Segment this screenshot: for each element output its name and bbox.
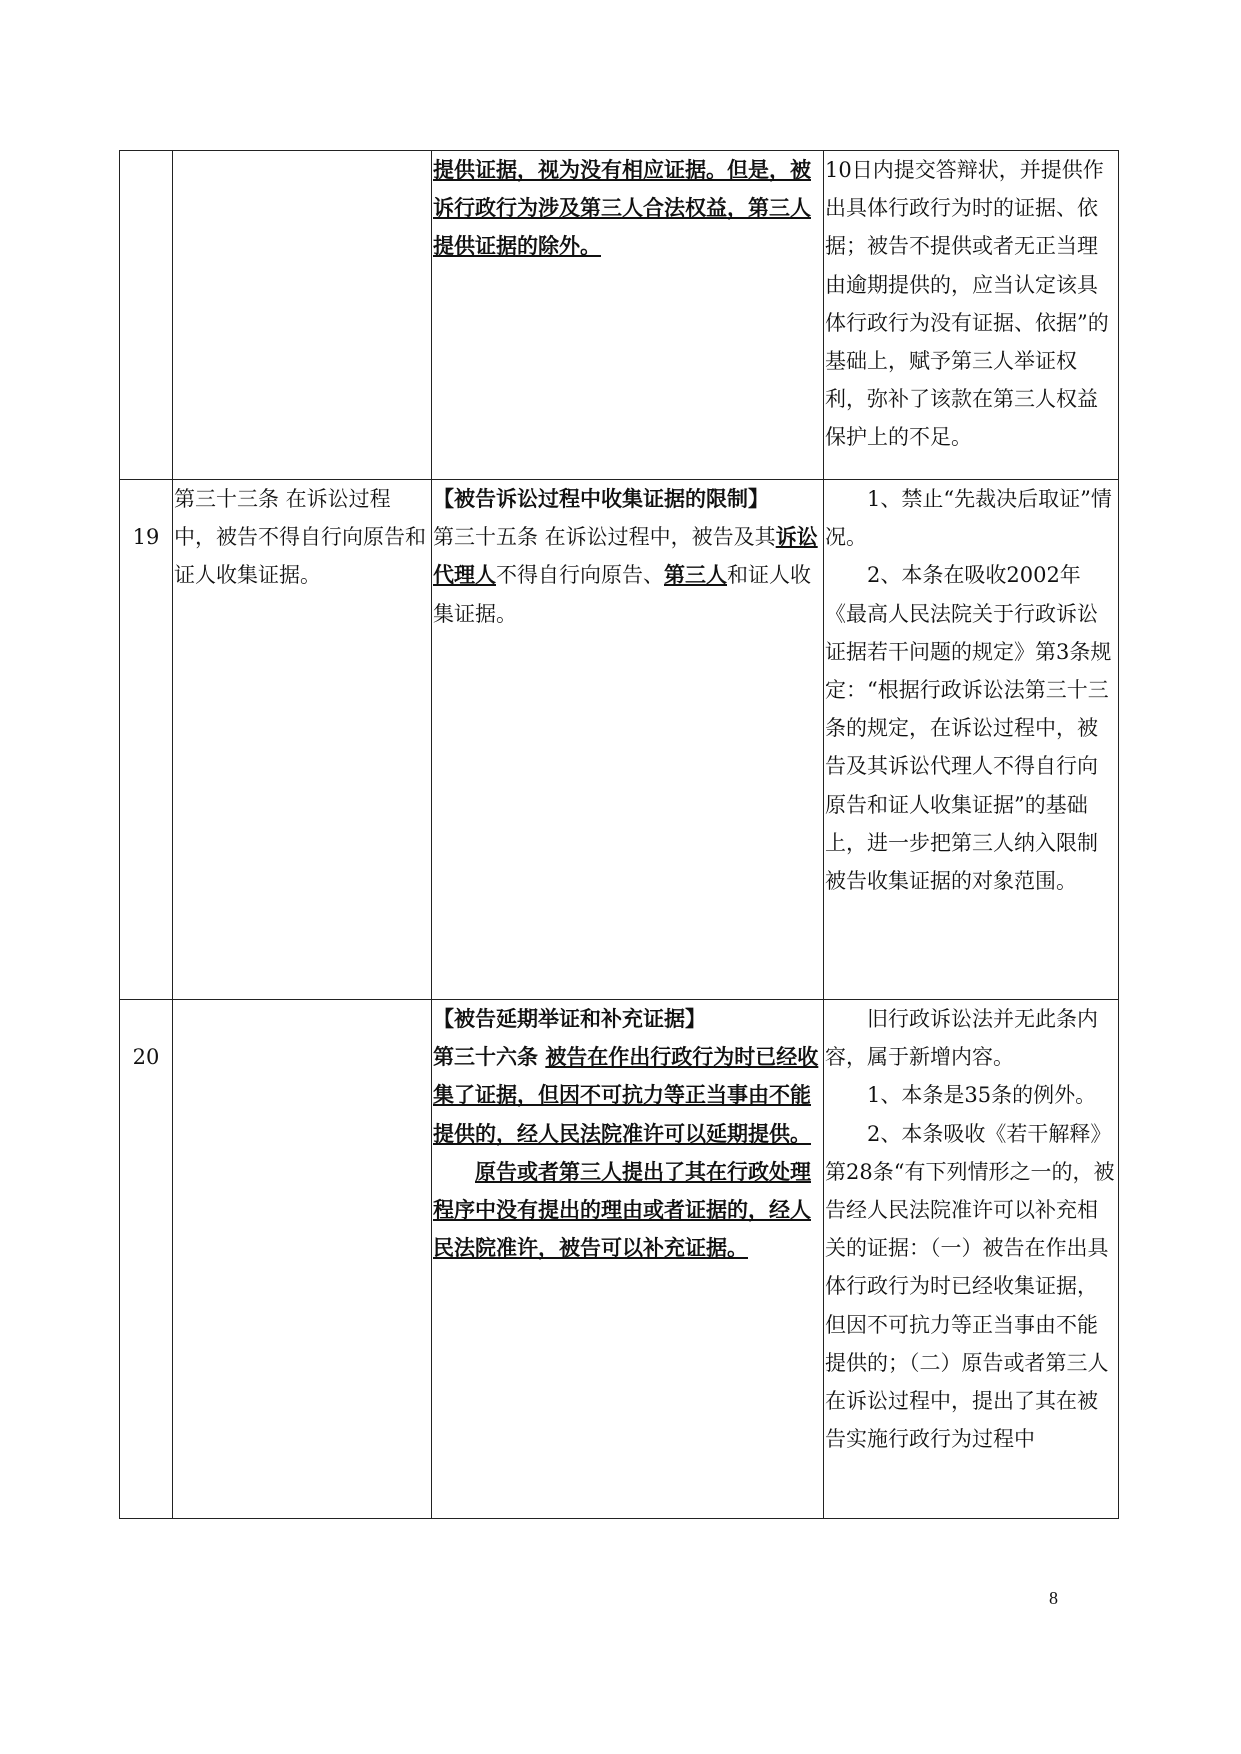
new-law-text: 第三十五条 在诉讼过程中，被告及其诉讼代理人不得自行向原告、第三人和证人收集证据。 [433, 524, 818, 626]
note-cell [824, 480, 1119, 1000]
table-row [120, 151, 1119, 480]
new-law-cell [432, 151, 824, 480]
note-item: 2、本条吸收《若干解释》第28条“有下列情形之一的，被告经人民法院准许可以补充相关的证据：（一）被告在作出具体行政行为时已经收集证据，但因不可抗力等正当事由不能提供的；（二）原告或者第三人在诉讼过程中，提出了其在被告实施行政行为过程中 [825, 1121, 1115, 1452]
note-cell [824, 151, 1119, 480]
new-law-text: 第三十六条 被告在作出行政行为时已经收集了证据，但因不可抗力等正当事由不能提供的，经人民法院准许可以延期提供。 [433, 1044, 819, 1146]
table-row [120, 1000, 1119, 1519]
new-law-cell [432, 480, 824, 1000]
page-number: 8 [1049, 1588, 1058, 1608]
new-law-highlight: 被告在作出行政行为时已经收集了证据，但因不可抗力等正当事由不能提供的，经人民法院准许可以延期提供。 [433, 1044, 819, 1146]
row-number: 19 [132, 525, 160, 549]
old-law-cell [173, 151, 432, 480]
new-law-heading: 【被告延期举证和补充证据】 [433, 1006, 706, 1031]
row-number-cell [120, 1000, 173, 1519]
note-item: 旧行政诉讼法并无此条内容，属于新增内容。 [825, 1007, 1098, 1070]
new-law-text: 原告或者第三人提出了其在行政处理程序中没有提出的理由或者证据的，经人民法院准许，被告可以补充证据。 [433, 1158, 811, 1261]
new-law-highlight: 诉讼代理人 [433, 524, 818, 588]
note-item: 2、本条在吸收2002年《最高人民法院关于行政诉讼证据若干问题的规定》第3条规定：“根据行政诉讼法第三十三条的规定，在诉讼过程中，被告及其诉讼代理人不得自行向原告和证人收集证据”的基础上，进一步把第三人纳入限制被告收集证据的对象范围。 [825, 563, 1112, 894]
old-law-cell [173, 1000, 432, 1519]
new-law-text: 提供证据，视为没有相应证据。但是，被诉行政行为涉及第三人合法权益，第三人提供证据的除外。 [433, 157, 811, 259]
note-item: 1、禁止“先裁决后取证”情况。 [825, 487, 1112, 550]
row-number-cell [120, 151, 173, 480]
note-text: 10日内提交答辩状，并提供作出具体行政行为时的证据、依据；被告不提供或者无正当理由逾期提供的，应当认定该具体行政行为没有证据、依据”的基础上，赋予第三人举证权利，弥补了该款在第三人权益保护上的不足。 [825, 158, 1109, 450]
note-cell [824, 1000, 1119, 1519]
old-law-text: 第三十三条 在诉讼过程中，被告不得自行向原告和证人收集证据。 [174, 487, 426, 588]
new-law-highlight: 第三人 [664, 562, 727, 588]
new-law-heading: 【被告诉讼过程中收集证据的限制】 [433, 486, 769, 511]
table-row [120, 480, 1119, 1000]
row-number-cell [120, 480, 173, 1000]
new-law-cell [432, 1000, 824, 1519]
row-number: 20 [132, 1045, 160, 1069]
note-item: 1、本条是35条的例外。 [867, 1083, 1097, 1108]
comparison-table [119, 150, 1119, 1519]
old-law-cell [173, 480, 432, 1000]
